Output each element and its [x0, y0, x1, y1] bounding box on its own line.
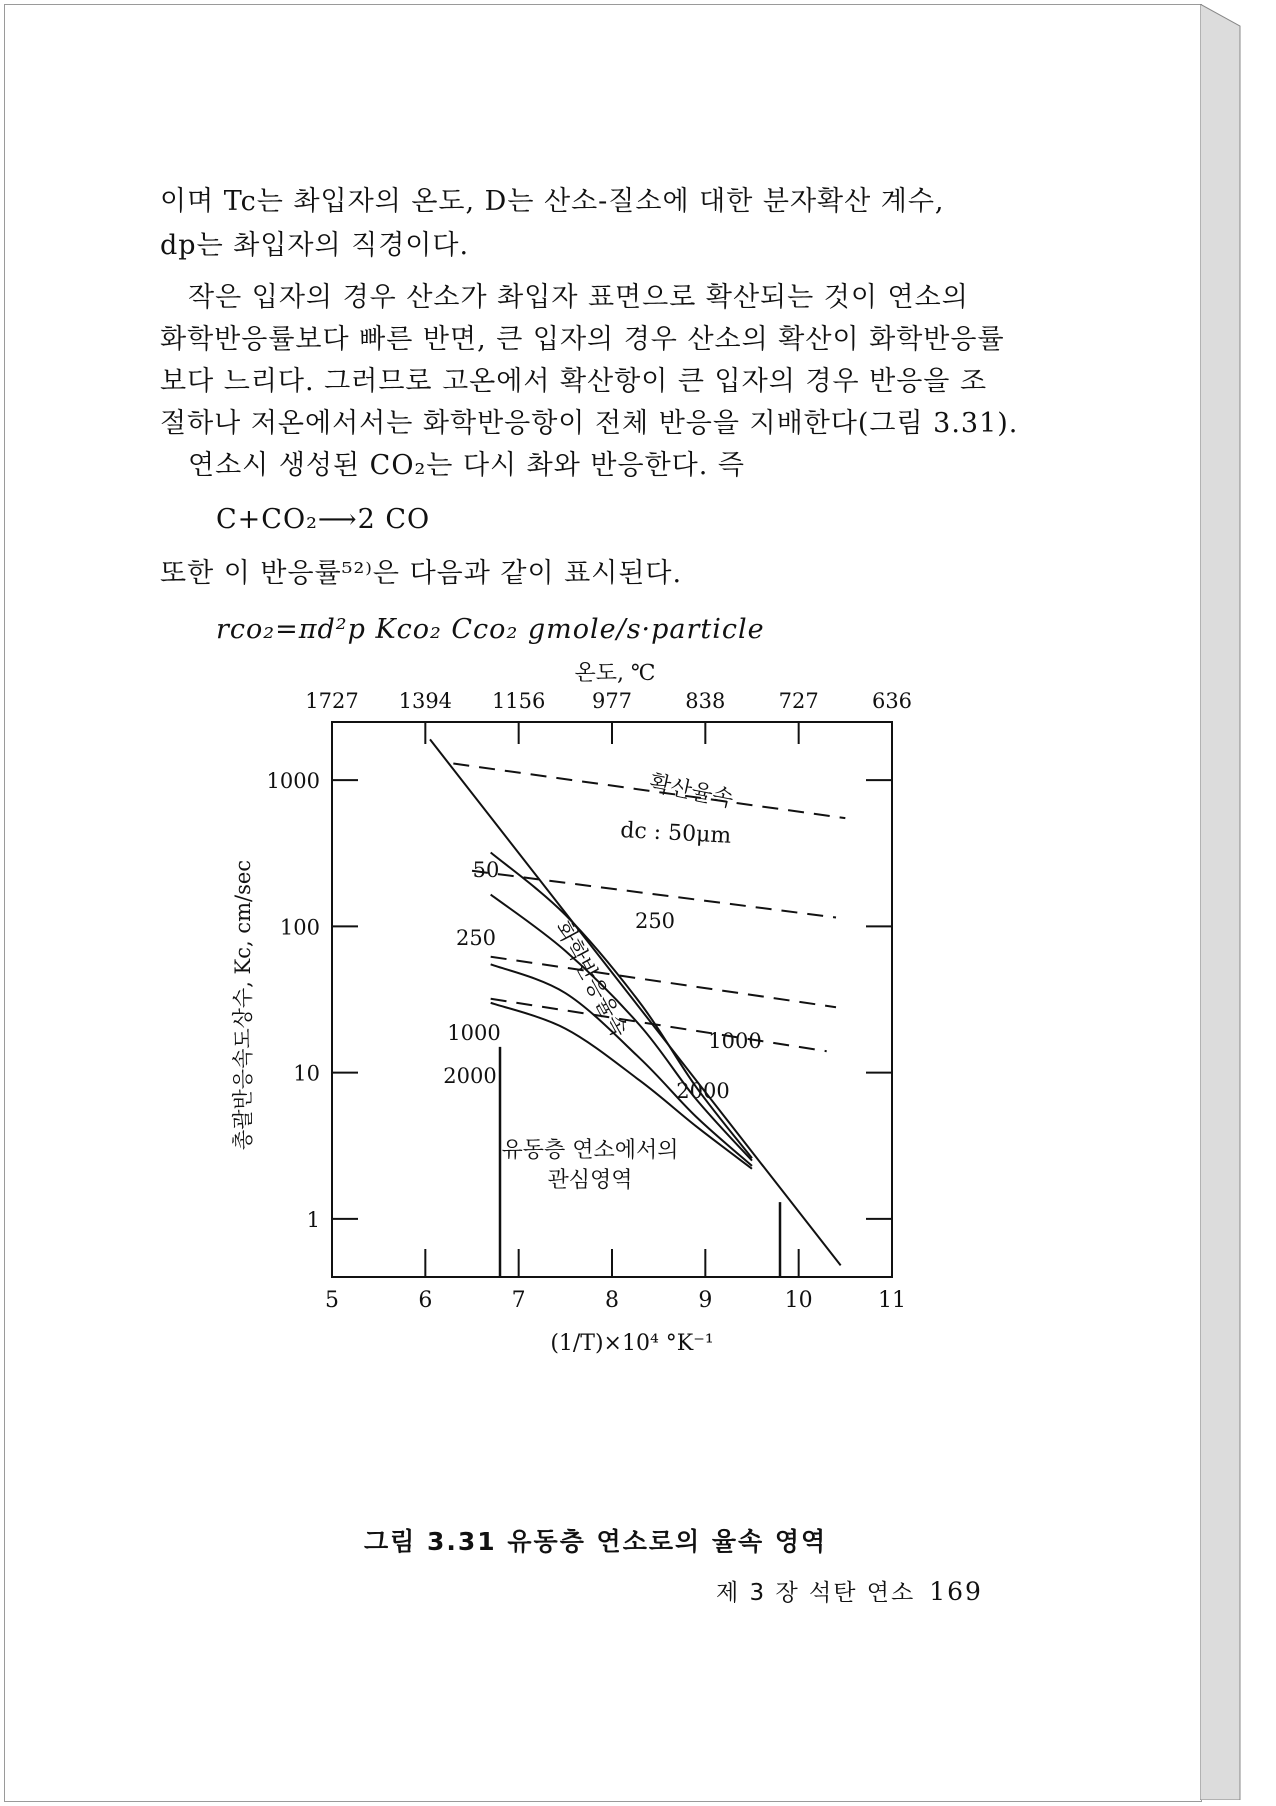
particle-size-label: dc : 50μm	[619, 818, 732, 849]
y-tick-label: 10	[293, 1061, 320, 1086]
figure-caption: 그림 3.31 유동층 연소로의 율속 영역	[364, 1527, 828, 1556]
dashed-label-1000: 1000	[708, 1029, 762, 1053]
equation-co: C+CO₂⟶2 CO	[216, 504, 431, 535]
top-tick-label: 727	[778, 689, 819, 713]
curve-label-2000: 2000	[443, 1064, 497, 1088]
x-tick-label: 9	[698, 1288, 713, 1313]
text-line: 절하나 저온에서서는 화학반응항이 전체 반응을 지배한다(그림 3.31).	[160, 408, 1019, 439]
top-tick-label: 1156	[491, 689, 546, 713]
x-tick-label: 7	[511, 1288, 526, 1313]
text-line: 보다 느리다. 그러므로 고온에서 확산항이 큰 입자의 경우 반응을 조	[160, 366, 988, 397]
chapter-label: 제 3 장 석탄 연소	[716, 1580, 916, 1606]
top-tick-label: 1394	[398, 689, 453, 713]
diffusion-rate-label: 확산율속	[647, 770, 736, 813]
region-label-line1: 유동층 연소에서의	[501, 1138, 679, 1163]
reaction-rate-label: 화학반응율속	[549, 917, 632, 1042]
text-line: 연소시 생성된 CO₂는 다시 촤와 반응한다. 즉	[188, 450, 746, 481]
page-footer	[716, 1574, 983, 1607]
x-tick-label: 10	[784, 1288, 813, 1313]
region-label-line2: 관심영역	[547, 1168, 633, 1193]
rate-curve	[491, 964, 752, 1166]
diffusion-line	[491, 999, 827, 1051]
curve-label-250: 250	[455, 926, 497, 950]
x-tick-label: 5	[325, 1288, 339, 1313]
curve-label-50: 50	[472, 858, 500, 882]
x-tick-label: 8	[605, 1288, 619, 1313]
top-tick-label: 838	[685, 689, 726, 713]
text-line: 화학반응률보다 빠른 반면, 큰 입자의 경우 산소의 확산이 화학반응률	[160, 324, 1005, 355]
y-tick-label: 1000	[266, 769, 320, 794]
top-axis-title: 온도, ℃	[574, 661, 656, 686]
dashed-label-250: 250	[634, 909, 676, 933]
top-tick-label: 1727	[305, 689, 359, 713]
y-tick-label: 1	[306, 1207, 320, 1232]
top-tick-label: 977	[591, 689, 633, 713]
y-axis-label: 총괄반응속도상수, Kc, cm/sec	[231, 859, 255, 1151]
x-tick-label: 6	[418, 1288, 433, 1313]
equation-rate: rco₂=πd²p Kco₂ Cco₂ gmole/s·particle	[216, 614, 765, 645]
top-tick-label: 636	[871, 689, 913, 713]
dashed-label-2000: 2000	[676, 1079, 730, 1103]
text-line: 이며 Tc는 촤입자의 온도, D는 산소-질소에 대한 분자확산 계수,	[160, 186, 945, 217]
y-tick-label: 100	[279, 915, 320, 940]
text-line: 또한 이 반응률⁵²⁾은 다음과 같이 표시된다.	[160, 558, 683, 589]
x-axis-label: (1/T)×10⁴ °K⁻¹	[550, 1331, 714, 1356]
curve-label-1000: 1000	[447, 1021, 501, 1045]
text-line: 작은 입자의 경우 산소가 촤입자 표면으로 확산되는 것이 연소의	[188, 282, 969, 313]
page-number: 169	[929, 1577, 983, 1606]
x-tick-label: 11	[878, 1288, 906, 1313]
rate-chart	[0, 640, 1276, 1540]
text-line: dp는 촤입자의 직경이다.	[160, 230, 470, 261]
